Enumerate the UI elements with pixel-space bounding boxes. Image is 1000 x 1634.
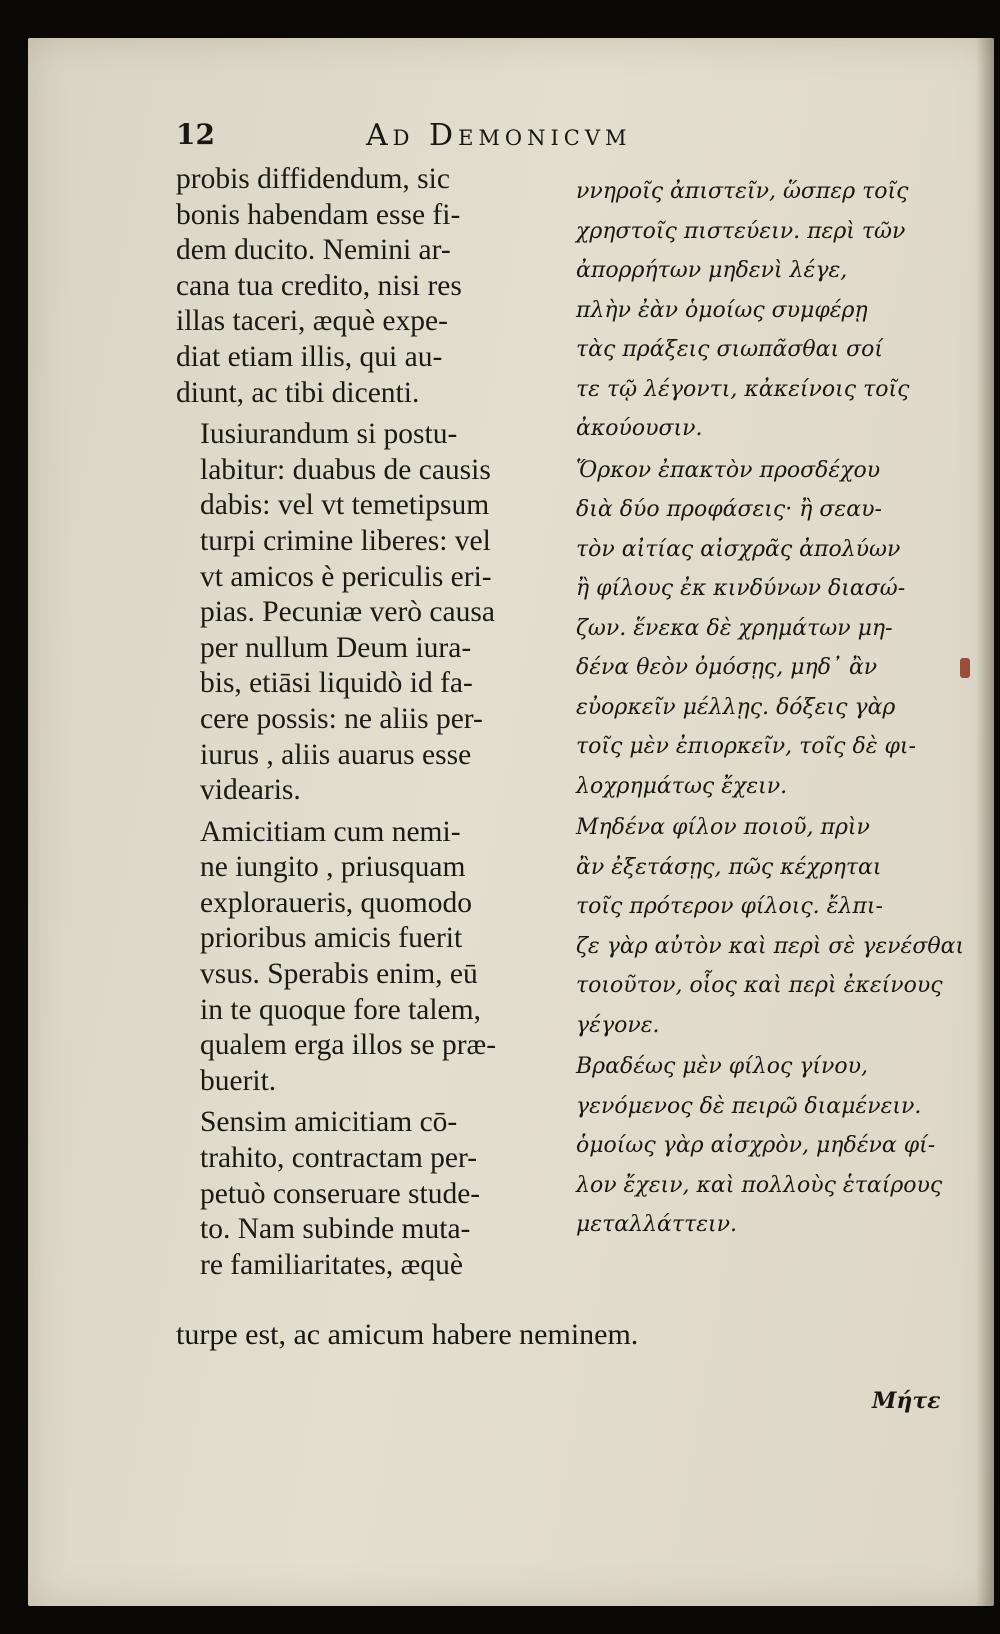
latin-line: cana tua credito, nisi res <box>176 269 462 302</box>
latin-column <box>176 162 536 1289</box>
greek-line: τε τῷ λέγοντι, κἀκείνοις τοῖς <box>576 376 910 402</box>
latin-paragraph-4 <box>176 1105 536 1283</box>
greek-line: τὰς πράξεις σιωπᾶσθαι σοί <box>576 337 883 362</box>
latin-paragraph-2 <box>176 417 536 809</box>
greek-line: τοῖς μὲν ἐπιορκεῖν, τοῖς δὲ φι- <box>576 734 916 759</box>
latin-line: Amicitiam cum nemi- <box>200 815 461 848</box>
greek-line: γέγονε. <box>576 1012 660 1038</box>
latin-paragraph-1 <box>176 162 536 411</box>
greek-line: διὰ δύο προφάσεις· ἢ σεαυ- <box>576 497 882 522</box>
latin-line: Iusiurandum si postu- <box>200 418 458 451</box>
latin-line: to. Nam subinde muta- <box>200 1213 471 1246</box>
latin-line: illas taceri, æquè expe- <box>176 305 448 338</box>
latin-line: vsus. Sperabis enim, eū <box>200 958 478 991</box>
latin-line: dem ducito. Nemini ar- <box>176 234 451 267</box>
latin-line: bonis habendam esse fi- <box>176 198 461 231</box>
greek-line: ἀκούουσιν. <box>576 416 703 441</box>
latin-line: buerit. <box>200 1064 277 1097</box>
greek-line: Μηδένα φίλον ποιοῦ, πρὶν <box>576 815 870 840</box>
latin-line: ne iungito , priusquam <box>200 851 466 884</box>
red-mark <box>960 658 970 678</box>
latin-line: Sensim amicitiam cō- <box>200 1106 458 1139</box>
greek-line: ζων. ἕνεκα δὲ χρημάτων μη- <box>576 615 893 641</box>
latin-line: dabis: vel vt temetipsum <box>200 489 490 522</box>
greek-line: Βραδέως μὲν φίλος γίνου, <box>576 1054 869 1079</box>
greek-line: ζε γὰρ αὐτὸν καὶ περὶ σὲ γενέσθαι <box>576 933 965 959</box>
greek-line: ἢ φίλους ἐκ κινδύνων διασώ- <box>576 576 906 601</box>
greek-line: δένα θεὸν ὀμόσῃς, μηδ᾽ ἂν <box>576 655 878 680</box>
latin-line: re familiaritates, æquè <box>200 1248 463 1281</box>
latin-line: bis, etiāsi liquidò id fa- <box>200 667 473 700</box>
latin-line: qualem erga illos se præ- <box>200 1029 497 1062</box>
greek-line: τὸν αἰτίας αἰσχρᾶς ἀπολύων <box>576 536 901 562</box>
greek-paragraph-3 <box>576 808 965 1045</box>
catchword: Μήτε <box>872 1388 941 1414</box>
latin-line: videaris. <box>200 774 301 807</box>
latin-line: per nullum Deum iura- <box>200 631 472 664</box>
greek-column <box>576 172 965 1247</box>
greek-line: ὁμοίως γὰρ αἰσχρὸν, μηδένα φί- <box>576 1133 936 1158</box>
latin-line: iurus , aliis auarus esse <box>200 738 472 771</box>
latin-line: labitur: duabus de causis <box>200 453 491 486</box>
greek-line: λοχρημάτως ἔχειν. <box>576 773 788 799</box>
greek-paragraph-1 <box>576 172 926 449</box>
latin-line: diunt, ac tibi dicenti. <box>176 376 420 409</box>
greek-paragraph-2 <box>576 451 926 807</box>
latin-line: diat etiam illis, qui au- <box>176 340 443 373</box>
greek-line: ἂν ἐξετάσῃς, πῶς κέχρηται <box>576 854 882 880</box>
greek-line: λον ἔχειν, καὶ πολλοὺς ἑταίρους <box>576 1172 943 1198</box>
greek-line: μεταλλάττειν. <box>576 1212 738 1237</box>
latin-line: probis diffidendum, sic <box>176 163 450 195</box>
greek-line: χρηστοῖς πιστεύειν. περὶ τῶν <box>576 218 906 244</box>
greek-line: γενόμενος δὲ πειρῶ διαμένειν. <box>576 1093 922 1119</box>
greek-line: ἀπορρήτων μηδενὶ λέγε, <box>576 258 848 283</box>
greek-line: Ὅρκον ἐπακτὸν προσδέχου <box>576 457 881 483</box>
latin-paragraph-3 <box>176 815 536 1100</box>
latin-line: in te quoque fore talem, <box>200 993 481 1026</box>
latin-line: prioribus amicis fuerit <box>200 922 463 955</box>
greek-paragraph-4 <box>576 1047 943 1245</box>
latin-line: cere possis: ne aliis per- <box>200 702 483 735</box>
greek-line: ννηροῖς ἀπιστεῖν, ὥσπερ τοῖς <box>576 179 909 204</box>
greek-line: πλὴν ἐὰν ὁμοίως συμφέρῃ <box>576 297 868 323</box>
final-latin-line: turpe est, ac amicum habere neminem. <box>176 1318 639 1351</box>
latin-line: vt amicos è periculis eri- <box>200 560 492 593</box>
page-header <box>176 118 756 158</box>
latin-line: petuò conseruare stude- <box>200 1177 481 1210</box>
page-number: 12 <box>176 118 215 151</box>
latin-line: exploraueris, quomodo <box>200 886 472 919</box>
page-edge-shadow <box>976 38 994 1606</box>
greek-line: τοιοῦτον, οἷος καὶ περὶ ἐκείνους <box>576 973 943 998</box>
latin-line: trahito, contractam per- <box>200 1142 478 1175</box>
greek-line: τοῖς πρότερον φίλοις. ἔλπι- <box>576 894 883 919</box>
latin-line: pias. Pecuniæ verò causa <box>200 596 495 629</box>
running-title: Ad Demonicvm <box>366 118 632 153</box>
greek-line: εὐορκεῖν μέλλῃς. δόξεις γὰρ <box>576 694 896 720</box>
latin-line: turpi crimine liberes: vel <box>200 524 491 557</box>
